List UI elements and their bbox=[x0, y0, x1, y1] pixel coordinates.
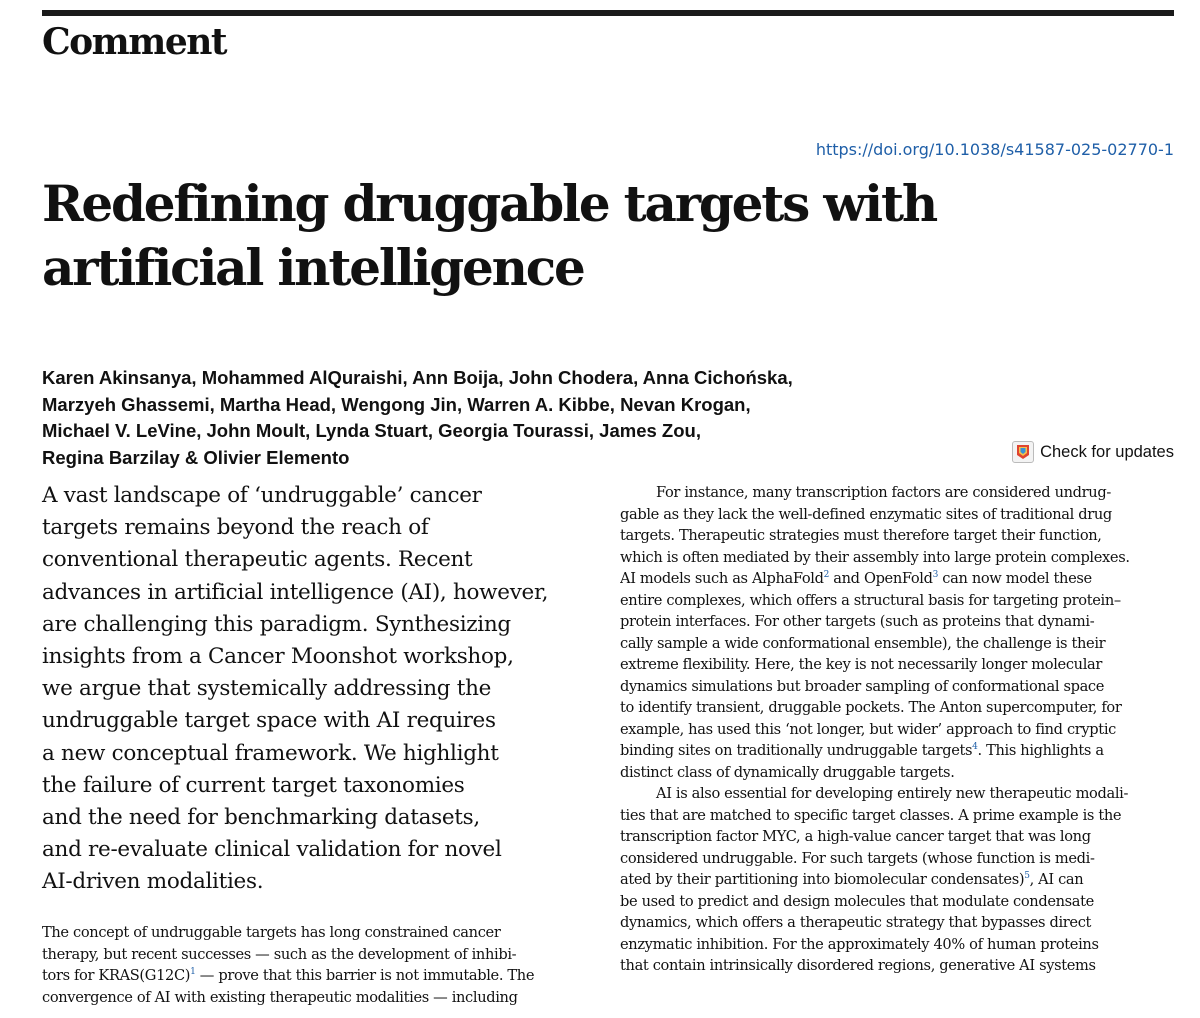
line-text: therapy, but recent successes — such as the development of inhibi- bbox=[42, 945, 517, 963]
line-text: tors for KRAS(G12C) bbox=[42, 967, 191, 984]
line-text: which is often mediated by their assembly into large protein complexes. bbox=[620, 548, 1130, 566]
author-line: Marzyeh Ghassemi, Martha Head, Wengong Jin, Warren A. Kibbe, Nevan Krogan, bbox=[42, 393, 751, 415]
body-line bbox=[620, 590, 1175, 612]
standfirst-line: conventional therapeutic agents. Recent bbox=[42, 547, 473, 573]
body-line bbox=[620, 740, 1175, 762]
line-text: extreme flexibility. Here, the key is not necessarily longer molecular bbox=[620, 656, 1103, 673]
line-text: binding sites on traditionally undruggable targets bbox=[620, 742, 973, 759]
line-text: dynamics simulations but broader sampling of conformational space bbox=[620, 677, 1105, 695]
standfirst-line: are challenging this paradigm. Synthesizing bbox=[42, 611, 511, 637]
doi-link[interactable]: https://doi.org/10.1038/s41587-025-02770-1 bbox=[815, 140, 1174, 159]
line-text: For instance, many transcription factors are considered undrug- bbox=[656, 484, 1111, 501]
standfirst-line: AI-driven modalities. bbox=[42, 869, 264, 895]
body-column-right bbox=[620, 482, 1175, 977]
line-text: transcription factor MYC, a high-value cancer target that was long bbox=[620, 828, 1091, 845]
line-text: gable as they lack the well-defined enzymatic sites of traditional drug bbox=[620, 505, 1112, 523]
standfirst-line: targets remains beyond the reach of bbox=[42, 515, 429, 541]
body-line bbox=[620, 934, 1175, 956]
line-text: enzymatic inhibition. For the approximately 40% of human proteins bbox=[620, 935, 1099, 953]
body-line bbox=[620, 869, 1175, 891]
line-text: ated by their partitioning into biomolecular condensates) bbox=[620, 871, 1025, 888]
line-text: — prove that this barrier is not immutable. The bbox=[195, 967, 535, 984]
body-line bbox=[620, 719, 1175, 741]
standfirst-line: A vast landscape of ‘undruggable’ cancer bbox=[42, 483, 482, 508]
reference-marker[interactable]: 4 bbox=[972, 742, 978, 753]
line-text: ties that are matched to specific target classes. A prime example is the bbox=[620, 806, 1122, 824]
standfirst-line: advances in artificial intelligence (AI), however, bbox=[42, 579, 549, 605]
line-text: , AI can bbox=[1029, 871, 1084, 888]
standfirst-line: a new conceptual framework. We highlight bbox=[42, 740, 499, 766]
article-title bbox=[42, 172, 1142, 300]
standfirst-line: the failure of current target taxonomies bbox=[42, 772, 465, 798]
line-text: targets. Therapeutic strategies must therefore target their function, bbox=[620, 527, 1102, 544]
title-line: Redefining druggable targets with bbox=[42, 174, 937, 233]
line-text: that contain intrinsically disordered regions, generative AI systems bbox=[620, 957, 1096, 974]
title-line: artificial intelligence bbox=[42, 238, 584, 297]
top-rule bbox=[42, 10, 1174, 16]
line-text: protein interfaces. For other targets (such as proteins that dynami- bbox=[620, 613, 1095, 630]
standfirst-line: and re-evaluate clinical validation for novel bbox=[42, 837, 502, 863]
body-line bbox=[620, 783, 1175, 805]
line-text: The concept of undruggable targets has long constrained cancer bbox=[42, 924, 501, 941]
body-line bbox=[620, 525, 1175, 547]
line-text: convergence of AI with existing therapeutic modalities — including bbox=[42, 988, 518, 1006]
line-text: distinct class of dynamically druggable targets. bbox=[620, 763, 955, 781]
crossmark-icon bbox=[1012, 441, 1034, 463]
standfirst-line: undruggable target space with AI requires bbox=[42, 708, 496, 734]
body-line bbox=[42, 922, 602, 944]
body-line bbox=[620, 568, 1175, 590]
author-list bbox=[42, 365, 942, 471]
body-column-left bbox=[42, 922, 602, 1008]
body-line bbox=[620, 762, 1175, 784]
body-line bbox=[42, 965, 602, 987]
body-line bbox=[620, 676, 1175, 698]
standfirst-line: and the need for benchmarking datasets, bbox=[42, 805, 480, 831]
body-line bbox=[620, 611, 1175, 633]
line-text: dynamics, which offers a therapeutic strategy that bypasses direct bbox=[620, 914, 1092, 931]
body-line bbox=[620, 504, 1175, 526]
body-line bbox=[620, 805, 1175, 827]
check-for-updates-button[interactable] bbox=[1012, 441, 1174, 463]
body-line bbox=[42, 944, 602, 966]
body-line bbox=[620, 482, 1175, 504]
body-line bbox=[620, 955, 1175, 977]
body-line bbox=[620, 848, 1175, 870]
reference-marker[interactable]: 5 bbox=[1024, 871, 1030, 882]
section-label: Comment bbox=[42, 21, 227, 63]
line-text: and OpenFold bbox=[828, 570, 933, 587]
body-line bbox=[42, 987, 602, 1009]
reference-marker[interactable]: 1 bbox=[190, 967, 196, 978]
body-line bbox=[620, 912, 1175, 934]
check-for-updates-label: Check for updates bbox=[1040, 442, 1174, 461]
line-text: AI is also essential for developing entirely new therapeutic modali- bbox=[656, 785, 1129, 802]
reference-marker[interactable]: 3 bbox=[932, 570, 939, 581]
line-text: considered undruggable. For such targets (whose function is medi- bbox=[620, 849, 1095, 867]
line-text: example, has used this ‘not longer, but wider’ approach to find cryptic bbox=[620, 720, 1116, 738]
body-line bbox=[620, 826, 1175, 848]
line-text: entire complexes, which offers a structural basis for targeting protein– bbox=[620, 591, 1121, 609]
line-text: . This highlights a bbox=[977, 742, 1104, 759]
line-text: AI models such as AlphaFold bbox=[620, 570, 824, 587]
body-line bbox=[620, 547, 1175, 569]
author-line: Regina Barzilay & Olivier Elemento bbox=[42, 446, 350, 468]
body-line bbox=[620, 633, 1175, 655]
line-text: cally sample a wide conformational ensemble), the challenge is their bbox=[620, 634, 1106, 652]
reference-marker[interactable]: 2 bbox=[823, 570, 829, 581]
body-line bbox=[620, 891, 1175, 913]
line-text: can now model these bbox=[938, 570, 1092, 587]
body-line bbox=[620, 697, 1175, 719]
standfirst bbox=[42, 480, 602, 899]
line-text: to identify transient, druggable pockets. The Anton supercomputer, for bbox=[620, 699, 1122, 716]
standfirst-line: we argue that systemically addressing the bbox=[42, 676, 492, 702]
author-line: Michael V. LeVine, John Moult, Lynda Stuart, Georgia Tourassi, James Zou, bbox=[42, 420, 701, 442]
author-line: Karen Akinsanya, Mohammed AlQuraishi, Ann Boija, John Chodera, Anna Cichońska, bbox=[42, 367, 793, 388]
line-text: be used to predict and design molecules that modulate condensate bbox=[620, 892, 1094, 910]
standfirst-line: insights from a Cancer Moonshot workshop, bbox=[42, 644, 514, 670]
body-line bbox=[620, 654, 1175, 676]
